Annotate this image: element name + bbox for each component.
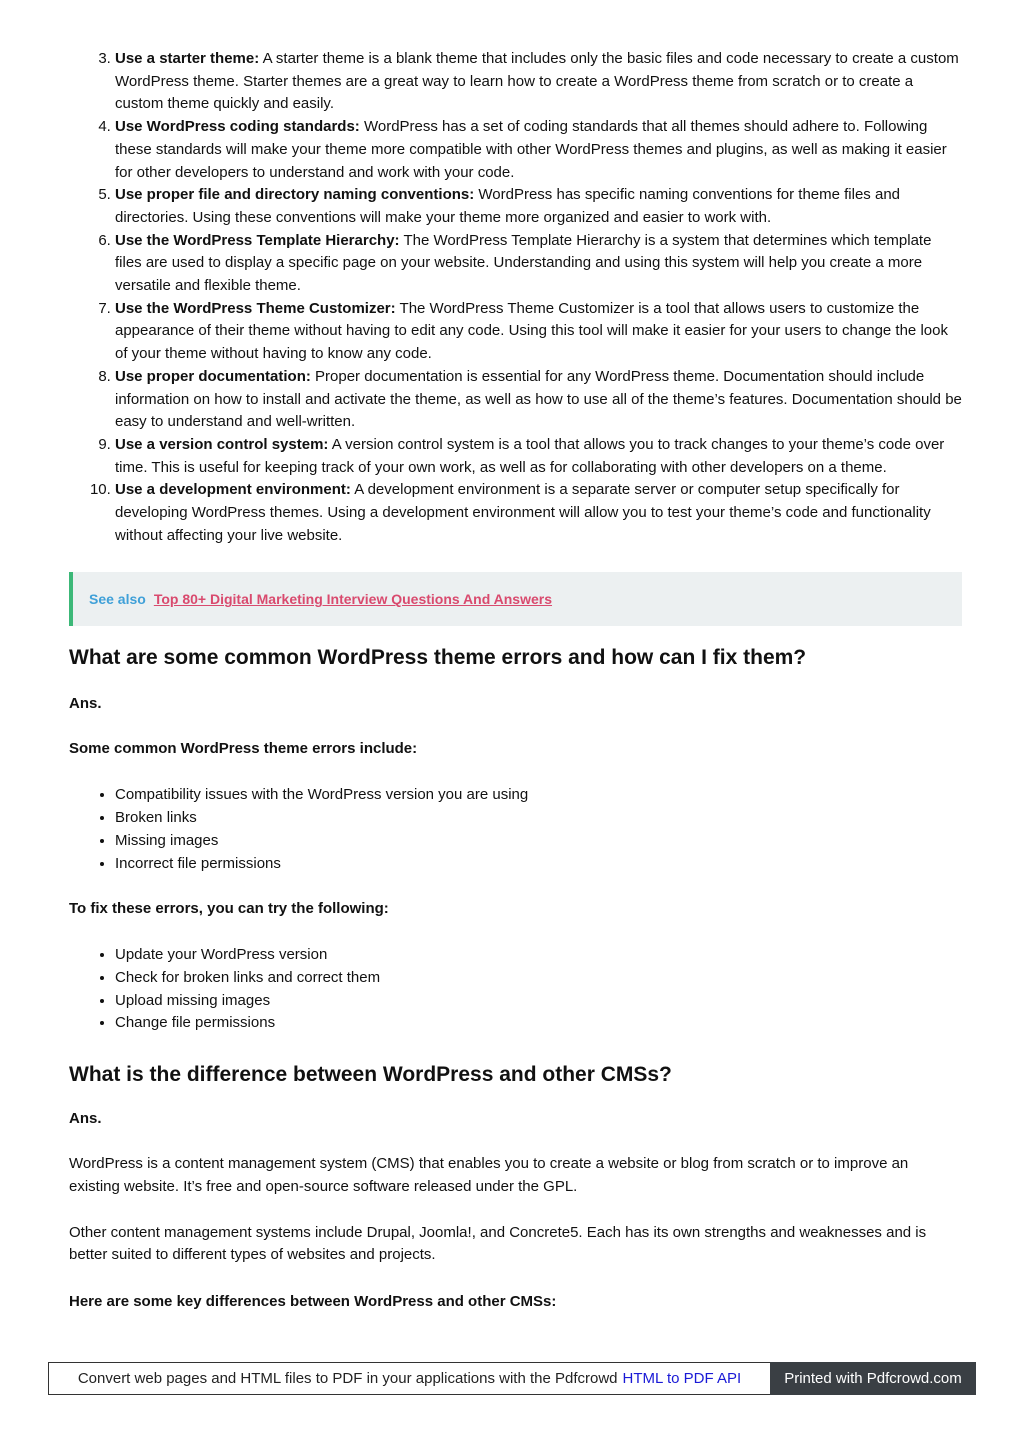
answer-label: Ans.: [69, 1110, 102, 1128]
tip-title: Use proper documentation:: [115, 367, 311, 385]
errors-intro: Some common WordPress theme errors include:: [69, 740, 418, 758]
differences-intro: Here are some key differences between WordPress and other CMSs:: [69, 1292, 557, 1310]
tip-text: WordPress has specific naming conventions for theme files and directories. Using these conventions will make your theme more organized and easier to work with.: [115, 186, 900, 226]
tip-item: [115, 479, 962, 547]
tip-title: Use the WordPress Theme Customizer:: [115, 299, 396, 317]
tip-title: Use a version control system:: [115, 435, 329, 453]
list-item: • Update your WordPress version: [115, 944, 962, 967]
paragraph: WordPress is a content management system (CMS) that enables you to create a website or blog from scratch or to improve an existing website. It’s free and open-source software released under the GPL.: [69, 1155, 909, 1195]
list-item: • Missing images: [115, 830, 962, 853]
tip-item: [115, 434, 962, 479]
see-also-label: See also: [89, 591, 146, 608]
tip-item: [115, 116, 962, 184]
section-heading-cms-difference: What is the difference between WordPress and other CMSs?: [69, 1063, 672, 1087]
tips-list: [69, 48, 962, 547]
fix-intro: To fix these errors, you can try the following:: [69, 900, 389, 918]
list-item: • Broken links: [115, 807, 962, 830]
tip-text: WordPress has a set of coding standards that all themes should adhere to. Following these standards will make your theme more compatible with other WordPress themes and plugins, as well as making it easier for other developers to understand and work with your code.: [115, 118, 947, 181]
fixes-list: [69, 944, 962, 1035]
tip-title: Use the WordPress Template Hierarchy:: [115, 231, 400, 249]
page-content: [69, 48, 962, 1313]
tip-title: Use a starter theme:: [115, 50, 260, 67]
pdfcrowd-footer: [48, 1362, 976, 1395]
footer-right[interactable]: Printed with Pdfcrowd.com: [770, 1362, 976, 1395]
list-item: • Incorrect file permissions: [115, 853, 962, 876]
errors-list: [69, 784, 962, 875]
tip-title: Use proper file and directory naming conventions:: [115, 186, 475, 204]
tip-item: [115, 230, 962, 298]
tip-title: Use a development environment:: [115, 481, 351, 499]
tip-text: A version control system is a tool that allows you to track changes to your theme’s code over time. This is useful for keeping track of your own work, as well as for collaborating with other developers on a theme.: [115, 435, 945, 476]
list-item: • Check for broken links and correct them: [115, 967, 962, 990]
tip-item: [115, 48, 962, 116]
paragraph: Other content management systems include Drupal, Joomla!, and Concrete5. Each has its own strengths and weaknesses and is better suited to different types of websites and projects.: [69, 1223, 927, 1264]
tip-text: A starter theme is a blank theme that includes only the basic files and code necessary to create a custom WordPress theme. Starter themes are a great way to learn how to create a WordPress theme from scratch or to create a custom theme quickly and easily.: [115, 50, 959, 113]
tip-text: The WordPress Template Hierarchy is a system that determines which template files are used to display a specific page on your website. Understanding and using this system will help you create a more versatile and flexible theme.: [115, 231, 932, 295]
tip-item: [115, 298, 962, 366]
tip-text: Proper documentation is essential for any WordPress theme. Documentation should include information on how to install and activate the theme, as well as how to use all of the theme’s features. Documentation should be easy to understand and well-written.: [115, 367, 962, 431]
section-heading-theme-errors: What are some common WordPress theme errors and how can I fix them?: [69, 646, 807, 670]
footer-text: Convert web pages and HTML files to PDF in your applications with the Pdfcrowd: [77, 1370, 618, 1387]
see-also-link[interactable]: Top 80+ Digital Marketing Interview Questions And Answers: [153, 591, 553, 608]
list-item: • Change file permissions: [115, 1012, 962, 1035]
tip-item: [115, 366, 962, 434]
tip-title: Use WordPress coding standards:: [115, 118, 360, 136]
tip-text: A development environment is a separate server or computer setup specifically for developing WordPress themes. Using a development environment will allow you to test your theme’s code and functionality without affecting your live website.: [115, 481, 931, 544]
tip-text: The WordPress Theme Customizer is a tool that allows users to customize the appearance of their theme without having to edit any code. Using this tool will make it easier for your users to change the look of your theme without having to know any code.: [115, 299, 948, 363]
footer-left: [48, 1362, 770, 1395]
tip-item: [115, 184, 962, 229]
list-item: • Upload missing images: [115, 990, 962, 1013]
list-item: • Compatibility issues with the WordPress version you are using: [115, 784, 962, 807]
html-to-pdf-api-link[interactable]: HTML to PDF API: [622, 1370, 742, 1387]
see-also-box: [69, 572, 962, 626]
answer-label: Ans.: [69, 695, 102, 713]
